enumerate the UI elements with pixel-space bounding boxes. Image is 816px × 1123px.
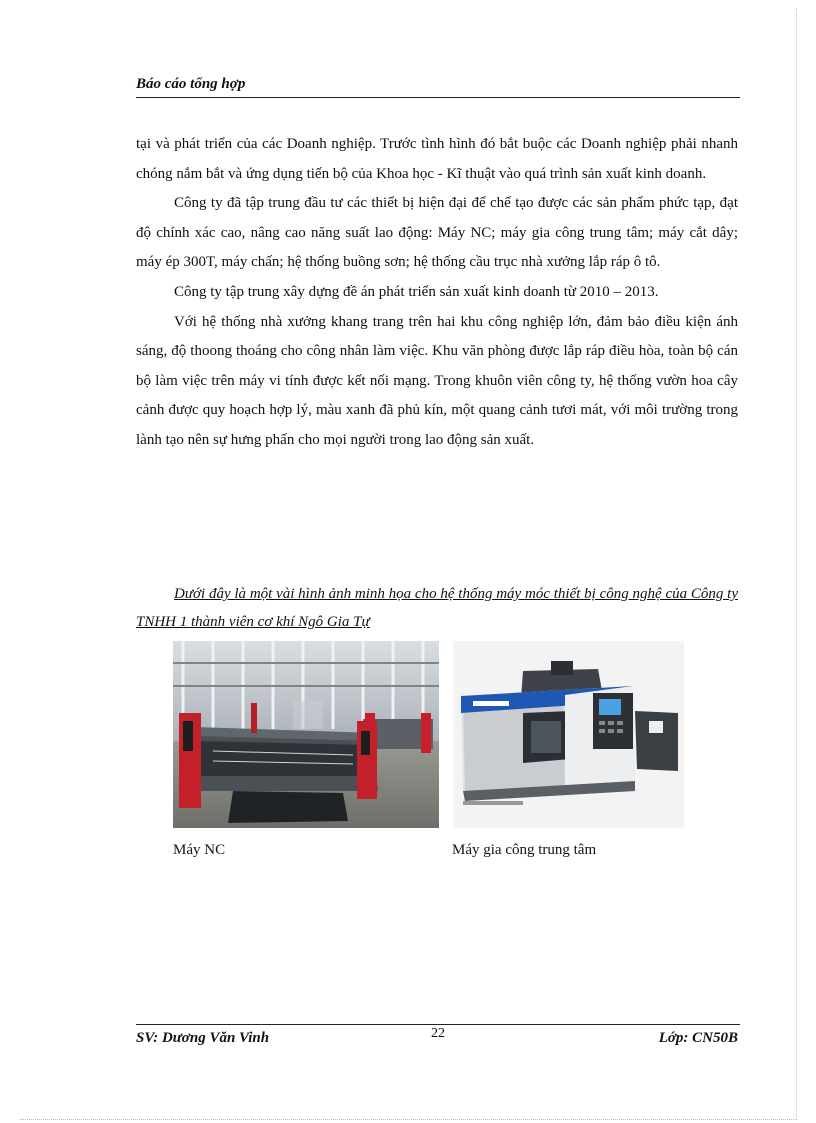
nc-machine-illustration [173, 641, 439, 828]
header-title: Báo cáo tổng hợp [136, 76, 246, 92]
machining-center-photo [453, 641, 684, 828]
paragraph-facilities: Với hệ thống nhà xưởng khang trang trên hai khu công nghiệp lớn, đảm bảo điều kiện ánh sáng, độ thoong thoáng cho công nhân làm việc. Khu văn phòng được lắp ráp điều hòa, toàn bộ cán bộ làm việc trên máy vi tính được kết nối mạng. Trong khuôn viên công ty, hệ thống vườn hoa cây cảnh được quy hoạch hợp lý, màu xanh đã phủ kín, một quang cảnh tươi mát, với môi trường trong lành tạo nên sự hưng phấn cho mọi người trong lao động sản xuất. [136, 313, 738, 448]
machining-center-illustration [453, 641, 684, 828]
paragraph-continuation: tại và phát triển của các Doanh nghiệp. Trước tình hình đó bắt buộc các Doanh nghiệp phải nhanh chóng nắm bắt và ứng dụng tiến bộ của Khoa học - Kĩ thuật vào quá trình sản xuất kinh doanh. [136, 136, 738, 182]
footer-rule [136, 1024, 740, 1025]
page-border-bottom [20, 1119, 796, 1120]
nc-machine-photo [173, 641, 439, 828]
page-border-right [796, 8, 797, 1120]
paragraph-equipment: Công ty đã tập trung đầu tư các thiết bị hiện đại để chế tạo được các sản phẩm phức tạp, đạt độ chính xác cao, nâng cao năng suất lao động: Máy NC; máy gia công trung tâm; máy cắt dây; máy ép 300T, máy chấn; hệ thống buồng sơn; hệ thống cầu trục nhà xưởng lắp ráp ô tô. [136, 195, 738, 271]
page-number: 22 [431, 1026, 445, 1041]
body-text [136, 130, 738, 456]
figure-caption-machining-center: Máy gia công trung tâm [452, 842, 597, 858]
footer-class: Lớp: CN50B [658, 1030, 738, 1046]
figure-caption-nc: Máy NC [173, 842, 226, 858]
header-rule [136, 97, 740, 98]
footer-student: SV: Dương Văn Vinh [136, 1030, 270, 1046]
figure-intro: Dưới đây là một vài hình ảnh minh họa cho hệ thống máy móc thiết bị công nghệ của Công ty TNHH 1 thành viên cơ khí Ngô Gia Tự [136, 586, 738, 630]
paragraph-plan: Công ty tập trung xây dựng đề án phát triển sản xuất kinh doanh từ 2010 – 2013. [174, 283, 659, 300]
